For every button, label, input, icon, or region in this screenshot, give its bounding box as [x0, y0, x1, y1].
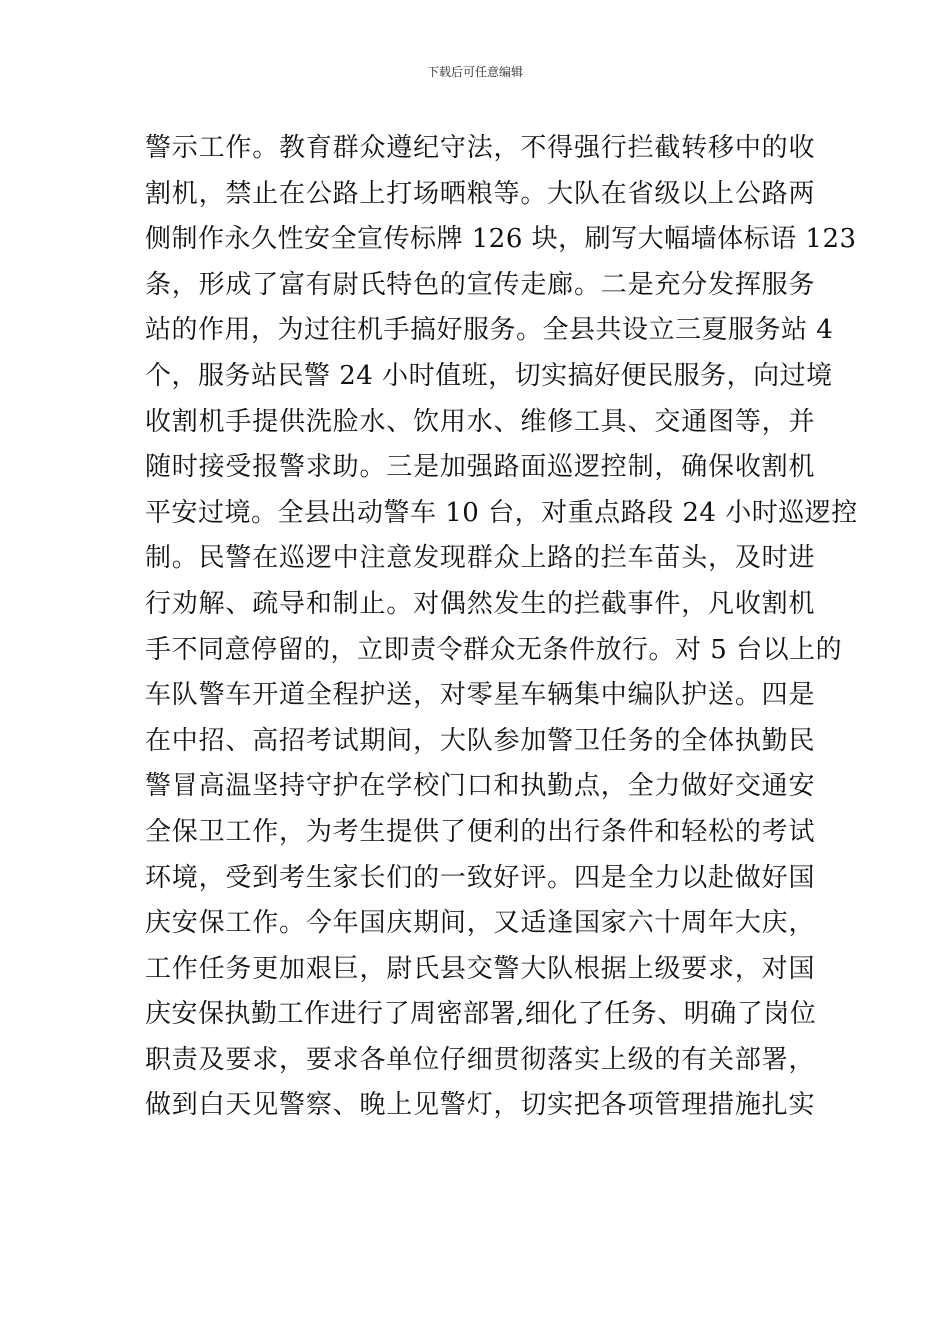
page-header-note: 下载后可任意编辑 — [426, 65, 523, 79]
text-line: 做到白天见警察、晚上见警灯，切实把各项管理措施扎实 — [145, 1090, 815, 1121]
text-line: 庆安保工作。今年国庆期间，又适逢国家六十周年大庆， — [145, 908, 815, 939]
text-line: 行劝解、疏导和制止。对偶然发生的拦截事件，凡收割机 — [145, 588, 815, 619]
text-line: 制。民警在巡逻中注意发现群众上路的拦车苗头，及时进 — [145, 543, 815, 574]
text-line: 随时接受报警求助。三是加强路面巡逻控制，确保收割机 — [145, 452, 815, 483]
text-line: 车队警车开道全程护送，对零星车辆集中编队护送。四是 — [145, 680, 815, 711]
text-line: 职责及要求，要求各单位仔细贯彻落实上级的有关部署， — [145, 1044, 815, 1075]
text-line: 手不同意停留的，立即责令群众无条件放行。对 5 台以上的 — [145, 634, 843, 665]
text-line: 平安过境。全县出动警车 10 台，对重点路段 24 小时巡逻控 — [145, 497, 858, 528]
text-line: 个，服务站民警 24 小时值班，切实搞好便民服务，向过境 — [145, 360, 833, 391]
text-line: 全保卫工作，为考生提供了便利的出行条件和轻松的考试 — [145, 816, 815, 847]
text-line: 警示工作。教育群众遵纪守法，不得强行拦截转移中的收 — [145, 133, 815, 163]
text-line: 条，形成了富有尉氏特色的宣传走廊。二是充分发挥服务 — [145, 269, 815, 300]
text-line: 割机，禁止在公路上打场晒粮等。大队在省级以上公路两 — [145, 178, 815, 209]
text-line: 侧制作永久性安全宣传标牌 126 块，刷写大幅墙体标语 123 — [145, 224, 857, 255]
text-line: 工作任务更加艰巨，尉氏县交警大队根据上级要求，对国 — [145, 953, 815, 984]
text-line: 站的作用，为过往机手搞好服务。全县共设立三夏服务站 4 — [145, 315, 834, 346]
text-line: 在中招、高招考试期间，大队参加警卫任务的全体执勤民 — [145, 725, 815, 756]
text-line: 环境，受到考生家长们的一致好评。四是全力以赴做好国 — [145, 862, 815, 893]
text-line: 庆安保执勤工作进行了周密部署,细化了任务、明确了岗位 — [145, 999, 817, 1030]
text-line: 警冒高温坚持守护在学校门口和执勤点，全力做好交通安 — [145, 771, 815, 802]
document-body — [145, 126, 858, 1129]
text-line: 收割机手提供洗脸水、饮用水、维修工具、交通图等，并 — [145, 406, 815, 437]
